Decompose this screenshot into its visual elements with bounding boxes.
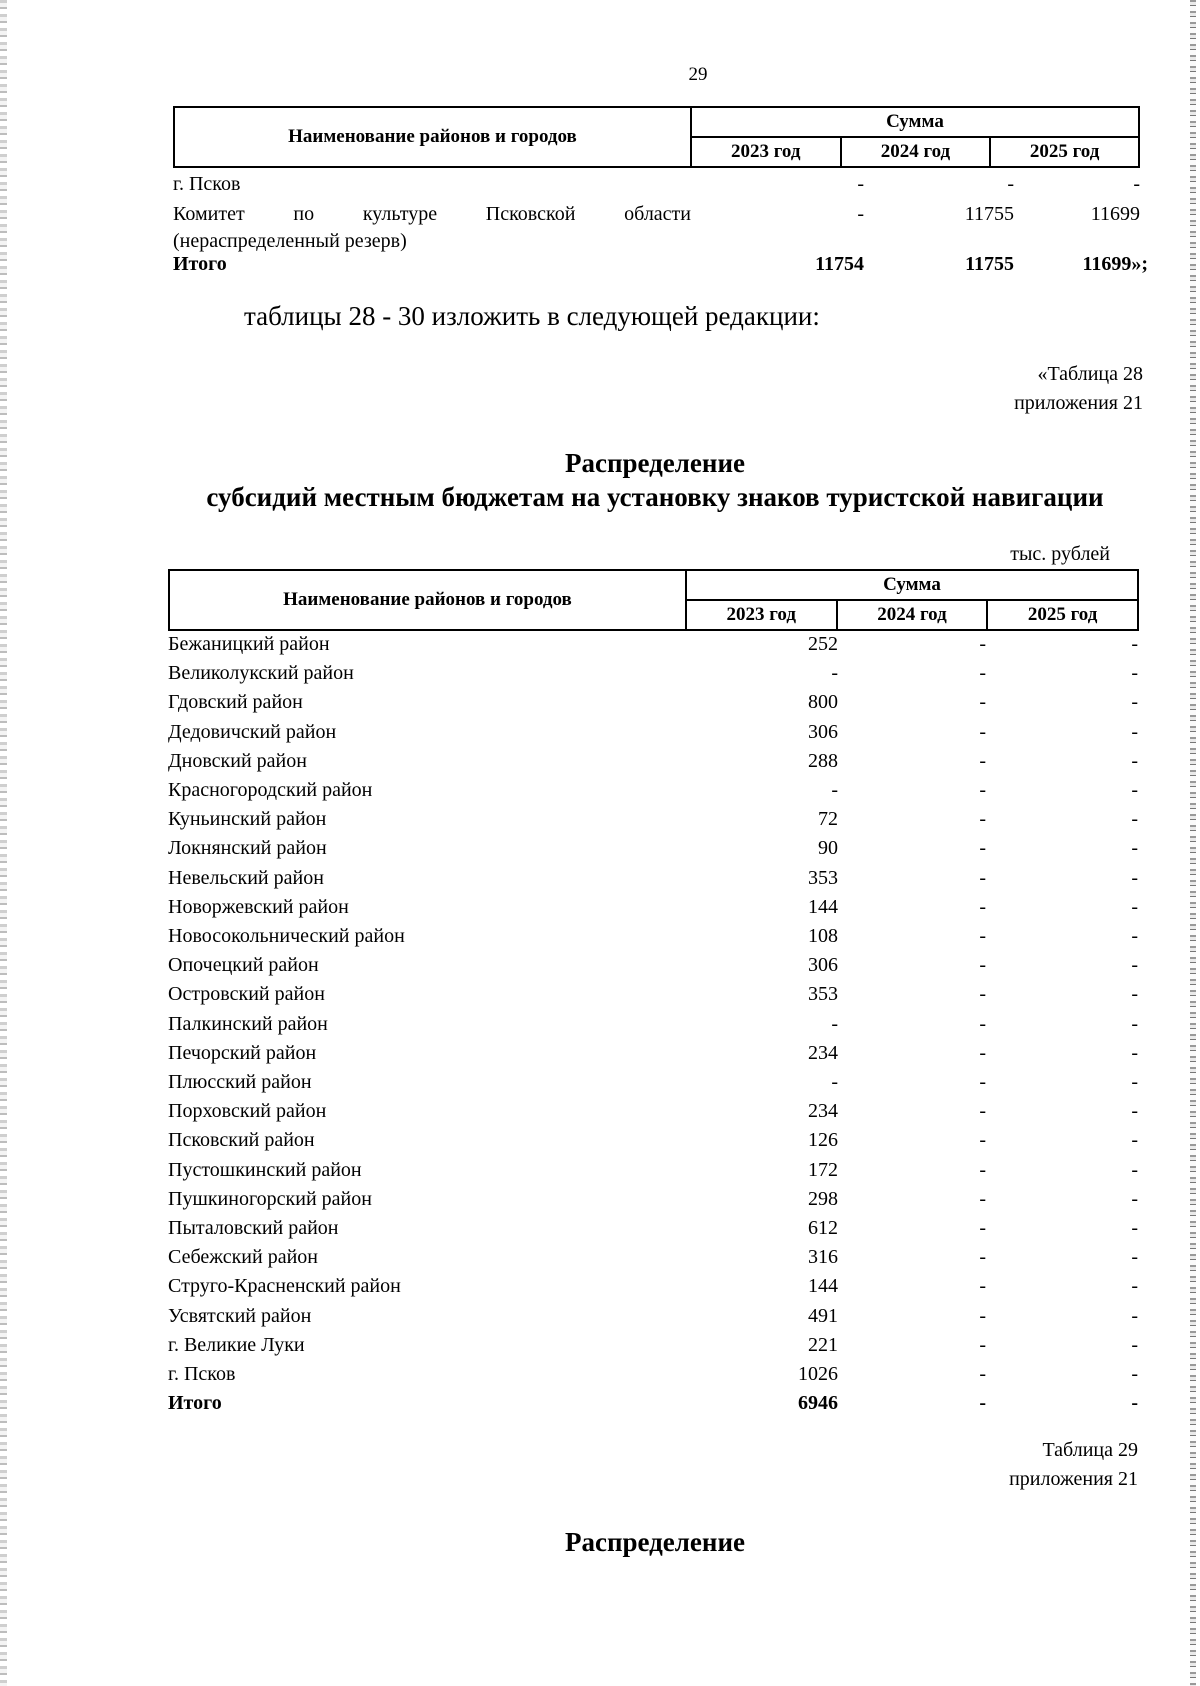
row-2023: 800 [808, 691, 838, 714]
row-2024: - [979, 749, 986, 772]
table-row [168, 1331, 1139, 1360]
row-2025: - [1131, 1304, 1138, 1327]
row-2025: - [1131, 954, 1138, 977]
table29-title [0, 1525, 1200, 1559]
row-2023: 353 [808, 866, 838, 889]
row-2025: - [1131, 925, 1138, 947]
table-total-row [168, 1389, 1139, 1418]
row-2024: - [1007, 173, 1014, 195]
table-row [168, 1156, 1139, 1185]
row-2024: - [979, 691, 986, 714]
caption-line1: Таблица 29 [1042, 1439, 1138, 1461]
row-name: Порховский район [168, 1100, 327, 1123]
top-table-total [173, 250, 1148, 279]
top-table-row [173, 170, 1140, 199]
row-name: Новосокольнический район [168, 925, 405, 947]
title-line2: субсидий местным бюджетам на установку знаков туристской навигации [206, 482, 1104, 512]
row-2024: - [979, 983, 986, 1006]
row-2025: - [1131, 1363, 1138, 1385]
scan-edge-right [1190, 0, 1196, 1686]
total-2023: 11754 [815, 253, 864, 275]
units-label: тыс. рублей [1010, 543, 1110, 565]
row-name: Струго-Красненский район [168, 1275, 401, 1298]
row-name: г. Великие Луки [168, 1333, 305, 1356]
row-2023: 491 [808, 1304, 838, 1327]
row-2025: - [1131, 633, 1138, 655]
lead-text: таблицы 28 - 30 изложить в следующей редакции: [244, 301, 820, 331]
row-name: Псковский район [168, 1129, 315, 1152]
caption-line2: приложения 21 [1009, 1468, 1138, 1490]
row-2023: 172 [808, 1158, 838, 1181]
table-row [168, 718, 1139, 747]
row-2023: 306 [808, 720, 838, 743]
row-2024: - [979, 1071, 986, 1093]
table-row [168, 1185, 1139, 1214]
top-header-sum: Сумма [691, 107, 1139, 137]
table-row [168, 893, 1139, 922]
row-2024: 11755 [964, 203, 1014, 225]
table-row [168, 747, 1139, 776]
caption-line2: приложения 21 [1014, 392, 1143, 414]
row-2023: 316 [808, 1246, 838, 1269]
main-header-2025: 2025 год [987, 600, 1138, 630]
row-2023: 612 [808, 1217, 838, 1239]
row-name: Итого [168, 1392, 222, 1415]
row-2023: 144 [808, 895, 838, 918]
row-2024: - [979, 1333, 986, 1356]
row-name: Опочецкий район [168, 954, 319, 977]
row-2023: 6946 [798, 1392, 838, 1415]
row-2025: - [1131, 720, 1138, 743]
main-table-body [168, 630, 1139, 1420]
row-2024: - [979, 808, 986, 831]
row-2025: - [1131, 662, 1138, 685]
row-2024: - [979, 954, 986, 977]
row-name: Гдовский район [168, 691, 303, 714]
row-2023: 234 [808, 1100, 838, 1123]
main-table-header [168, 569, 1139, 631]
row-2024: - [979, 1392, 986, 1415]
table-row [168, 864, 1139, 893]
top-header-2023: 2023 год [691, 137, 841, 167]
row-2024: - [979, 895, 986, 918]
row-2023: 234 [808, 1041, 838, 1064]
row-2024: - [979, 1246, 986, 1269]
row-2025: 11699 [1090, 203, 1140, 225]
top-header-name: Наименование районов и городов [174, 107, 691, 167]
row-name: Дновский район [168, 749, 307, 772]
row-name: Себежский район [168, 1246, 318, 1269]
row-2023: 1026 [798, 1363, 838, 1385]
row-2025: - [1131, 1041, 1138, 1064]
row-name: г. Псков [168, 1363, 236, 1385]
row-2024: - [979, 779, 986, 801]
table-row [168, 1068, 1139, 1097]
table29-caption [1009, 1436, 1138, 1494]
row-2023: - [831, 779, 838, 801]
row-2023: 306 [808, 954, 838, 977]
table28-caption [1014, 360, 1143, 418]
table-row [168, 805, 1139, 834]
row-2025: - [1131, 749, 1138, 772]
row-2023: 288 [808, 749, 838, 772]
row-2023: 90 [818, 837, 838, 860]
row-name-line2: (нераспределенный резерв) [173, 230, 407, 252]
row-name: Палкинский район [168, 1012, 328, 1035]
row-2023: 126 [808, 1129, 838, 1152]
row-2024: - [979, 1158, 986, 1181]
row-2025: - [1131, 1246, 1138, 1269]
row-2025: - [1131, 1333, 1138, 1356]
row-2025: - [1131, 895, 1138, 918]
table-row [168, 776, 1139, 805]
row-name: Невельский район [168, 866, 324, 889]
row-name: Усвятский район [168, 1304, 312, 1327]
scan-edge-left [0, 0, 7, 1686]
top-header-2024: 2024 год [841, 137, 991, 167]
row-2025: - [1131, 1275, 1138, 1298]
total-2025: 11699»; [1082, 253, 1148, 275]
row-name: Пушкиногорский район [168, 1187, 372, 1210]
row-name: Куньинский район [168, 808, 327, 831]
row-2024: - [979, 1129, 986, 1152]
row-2025: - [1131, 691, 1138, 714]
title-line1: Распределение [564, 448, 746, 478]
table-row [168, 630, 1139, 659]
row-2023: 298 [808, 1187, 838, 1210]
table-row [168, 1097, 1139, 1126]
top-table-header [173, 106, 1140, 168]
row-2025: - [1131, 1012, 1138, 1035]
row-name: Пустошкинский район [168, 1158, 362, 1181]
row-name-line1: Комитет по культуре Псковской области [173, 203, 691, 225]
row-2024: - [979, 633, 986, 655]
row-2025: - [1133, 173, 1140, 195]
table-row [168, 1010, 1139, 1039]
row-2024: - [979, 1363, 986, 1385]
row-2025: - [1131, 1100, 1138, 1123]
page-number: 29 [688, 64, 708, 85]
table-row [168, 834, 1139, 863]
table-row [168, 659, 1139, 688]
row-2025: - [1131, 779, 1138, 801]
table-row [168, 1039, 1139, 1068]
row-name: Печорский район [168, 1041, 317, 1064]
row-2025: - [1131, 837, 1138, 860]
row-2023: 252 [808, 633, 838, 655]
row-name: Плюсский район [168, 1071, 312, 1093]
main-header-name: Наименование районов и городов [169, 570, 686, 630]
row-2024: - [979, 925, 986, 947]
row-name: Дедовичский район [168, 720, 337, 743]
row-2024: - [979, 1275, 986, 1298]
row-2025: - [1131, 1158, 1138, 1181]
main-header-sum: Сумма [686, 570, 1138, 600]
table-row [168, 1302, 1139, 1331]
row-2023: - [831, 1071, 838, 1093]
table-row [168, 688, 1139, 717]
table-row [168, 951, 1139, 980]
row-name: г. Псков [173, 173, 241, 195]
table-row [168, 980, 1139, 1009]
row-name: Островский район [168, 983, 325, 1006]
row-2025: - [1131, 983, 1138, 1006]
main-header-2024: 2024 год [837, 600, 988, 630]
row-2023: 108 [808, 925, 838, 947]
table-row [168, 922, 1139, 951]
row-2024: - [979, 1041, 986, 1064]
row-2024: - [979, 1012, 986, 1035]
top-table-row [173, 200, 1140, 256]
table-row [168, 1214, 1139, 1243]
row-2025: - [1131, 808, 1138, 831]
row-name: Великолукский район [168, 662, 354, 685]
row-2024: - [979, 837, 986, 860]
row-2024: - [979, 720, 986, 743]
row-2024: - [979, 1304, 986, 1327]
row-2023: 144 [808, 1275, 838, 1298]
row-2023: - [831, 1012, 838, 1035]
row-2023: - [831, 662, 838, 685]
row-name: Пыталовский район [168, 1217, 339, 1239]
row-name: Локнянский район [168, 837, 327, 860]
total-label: Итого [173, 253, 227, 275]
row-2024: - [979, 866, 986, 889]
total-2024: 11755 [965, 253, 1014, 275]
row-2024: - [979, 1100, 986, 1123]
row-2025: - [1131, 866, 1138, 889]
row-2023: - [857, 203, 864, 225]
table-row [168, 1272, 1139, 1301]
row-2023: 353 [808, 983, 838, 1006]
row-2025: - [1131, 1129, 1138, 1152]
row-name: Новоржевский район [168, 895, 349, 918]
row-name: Бежаницкий район [168, 633, 330, 655]
row-2025: - [1131, 1217, 1138, 1239]
row-2023: 72 [818, 808, 838, 831]
row-2025: - [1131, 1071, 1138, 1093]
row-2024: - [979, 1217, 986, 1239]
main-header-2023: 2023 год [686, 600, 837, 630]
title-line1: Распределение [564, 1527, 746, 1557]
caption-line1: «Таблица 28 [1037, 363, 1143, 385]
row-2024: - [979, 1187, 986, 1210]
row-2025: - [1131, 1392, 1138, 1415]
table-row [168, 1243, 1139, 1272]
row-2024: - [979, 662, 986, 685]
row-name: Красногородский район [168, 779, 373, 801]
top-header-2025: 2025 год [990, 137, 1139, 167]
row-2023: - [857, 173, 864, 195]
table-row [168, 1126, 1139, 1155]
table-row [168, 1360, 1139, 1389]
row-2025: - [1131, 1187, 1138, 1210]
table28-title [0, 446, 1200, 514]
row-2023: 221 [808, 1333, 838, 1356]
